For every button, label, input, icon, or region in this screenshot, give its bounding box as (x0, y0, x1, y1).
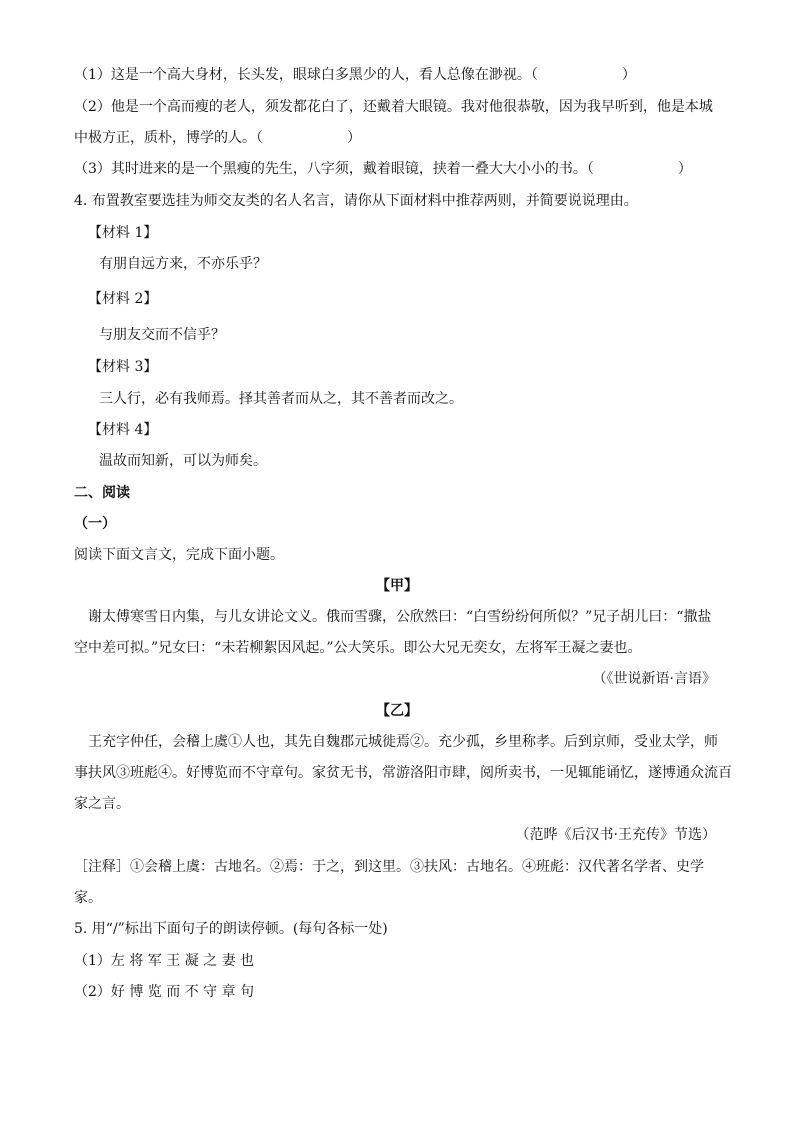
passage-yi-line-1: 王充字仲任，会稽上虞①人也，其先自魏郡元城徙焉②。充少孤，乡里称孝。后到京师，受业太学，师 (88, 734, 718, 750)
annotation-line-2: 家。 (74, 890, 102, 906)
passage-yi-line-2: 事扶风③班彪④。好博览而不守章句。家贫无书，常游洛阳市肆，阅所卖书，一见辄能诵忆，遂博通众流百 (74, 765, 732, 781)
passage-jia-line-1: 谢太傅寒雪日内集，与儿女讲论文义。俄而雪骤，公欣然曰：“白雪纷纷何所似？”兄子胡儿曰：“撒盐 (88, 609, 712, 625)
material-3-title: 【材料 3】 (88, 359, 158, 375)
passage-yi-title: 【乙】 (376, 703, 418, 719)
question-5-sentence-2: （2）好 博 览 而 不 守 章 句 (74, 984, 255, 1000)
material-2-title: 【材料 2】 (88, 291, 158, 307)
reading-instruction: 阅读下面文言文，完成下面小题。 (74, 547, 284, 563)
passage-jia-title: 【甲】 (376, 578, 418, 594)
section-2-heading: 二、阅读 (74, 485, 130, 501)
question-5: 5. 用“/”标出下面句子的朗读停顿。(每句各标一处) (74, 921, 388, 937)
passage-jia-line-2: 空中差可拟。”兄女曰：“未若柳絮因风起。”公大笑乐。即公大兄无奕女，左将军王凝之妻也。 (74, 640, 642, 656)
material-4-title: 【材料 4】 (88, 422, 158, 438)
question-4: 4. 布置教室要选挂为师交友类的名人名言，请你从下面材料中推荐两则，并简要说说理由。 (74, 193, 638, 209)
annotation-line-1: ［注释］①会稽上虞：古地名。②焉：于之，到这里。③扶风：古地名。④班彪：汉代著名学者、史学 (74, 859, 704, 875)
material-4-text: 温故而知新，可以为师矣。 (99, 453, 267, 469)
passage-yi-line-3: 家之言。 (74, 796, 130, 812)
question-3-item-1: （1）这是一个高大身材，长头发，眼球白多黑少的人，看人总像在渺视。（ ） (74, 67, 636, 83)
material-2-text: 与朋友交而不信乎？ (99, 327, 225, 343)
material-3-text: 三人行，必有我师焉。择其善者而从之，其不善者而改之。 (99, 391, 463, 407)
question-3-item-3: （3）其时进来的是一个黑瘦的先生，八字须，戴着眼镜，挟着一叠大大小小的书。（ ） (74, 161, 692, 177)
material-1-text: 有朋自远方来，不亦乐乎？ (99, 256, 267, 272)
question-3-item-2-line-1: （2）他是一个高而瘦的老人，须发都花白了，还戴着大眼镜。我对他很恭敬，因为我早听到，他是本城 (74, 99, 713, 115)
subsection-1-heading: （一） (74, 516, 116, 532)
question-5-sentence-1: （1）左 将 军 王 凝 之 妻 也 (74, 953, 255, 969)
passage-yi-source: （范晔《后汉书·王充传》节选） (515, 827, 716, 843)
passage-jia-source: （《世说新语·言语》 (592, 671, 716, 687)
question-3-item-2-line-2: 中极方正，质朴，博学的人。（ ） (74, 130, 361, 146)
material-1-title: 【材料 1】 (88, 225, 158, 241)
